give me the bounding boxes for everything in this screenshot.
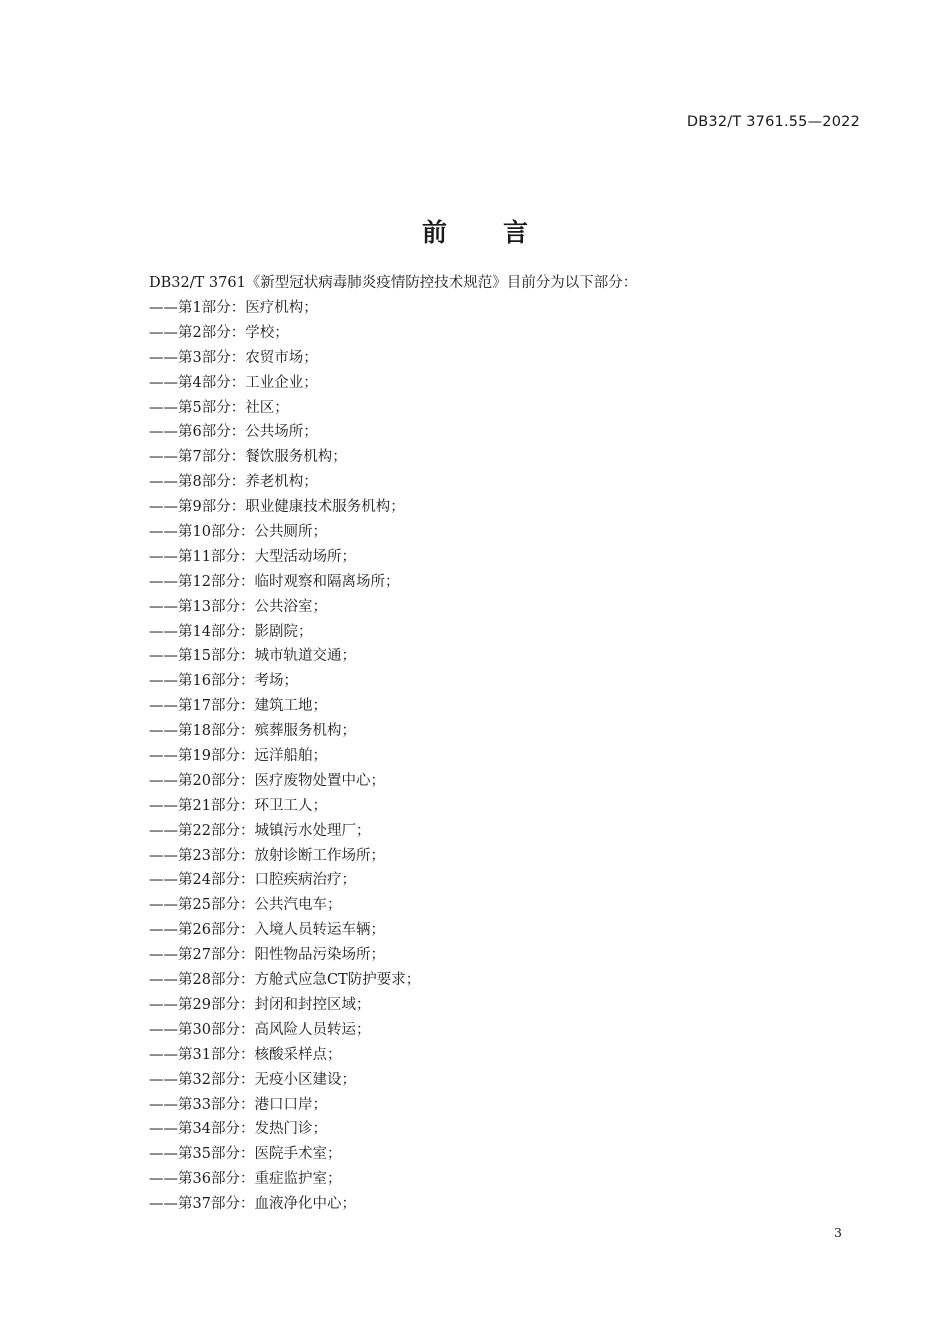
- list-item: ——第3部分：农贸市场；: [149, 349, 318, 366]
- list-item: ——第30部分：高风险人员转运；: [149, 1021, 371, 1038]
- list-item: ——第33部分：港口口岸；: [149, 1096, 327, 1113]
- preface-title: 前言: [421, 217, 584, 247]
- preface-intro: DB32/T 3761《新型冠状病毒肺炎疫情防控技术规范》目前分为以下部分：: [149, 275, 638, 291]
- list-item: ——第7部分：餐饮服务机构；: [149, 449, 347, 466]
- list-item: ——第24部分：口腔疾病治疗；: [149, 872, 356, 889]
- list-item: ——第34部分：发热门诊；: [149, 1121, 327, 1138]
- list-item: ——第23部分：放射诊断工作场所；: [149, 847, 385, 864]
- list-item: ——第15部分：城市轨道交通；: [149, 648, 356, 665]
- list-item: ——第12部分：临时观察和隔离场所；: [149, 573, 400, 590]
- list-item: ——第35部分：医院手术室；: [149, 1146, 342, 1163]
- list-item: ——第28部分：方舱式应急CT防护要求；: [149, 972, 421, 989]
- list-item: ——第22部分：城镇污水处理厂；: [149, 822, 371, 839]
- list-item: ——第19部分：远洋船舶；: [149, 748, 327, 765]
- list-item: ——第21部分：环卫工人；: [149, 797, 327, 814]
- list-item: ——第8部分：养老机构；: [149, 474, 318, 491]
- list-item: ——第2部分：学校；: [149, 324, 289, 341]
- list-item: ——第25部分：公共汽电车；: [149, 897, 342, 914]
- list-item: ——第4部分：工业企业；: [149, 374, 318, 391]
- list-item: ——第20部分：医疗废物处置中心；: [149, 772, 385, 789]
- parts-list: [149, 296, 420, 1217]
- list-item: ——第1部分：医疗机构；: [149, 300, 318, 316]
- list-item: ——第29部分：封闭和封控区域；: [149, 996, 371, 1013]
- list-item: ——第31部分：核酸采样点；: [149, 1046, 342, 1063]
- list-item: ——第11部分：大型活动场所；: [149, 548, 356, 565]
- list-item: ——第9部分：职业健康技术服务机构；: [149, 499, 405, 516]
- list-item: ——第13部分：公共浴室；: [149, 598, 327, 615]
- list-item: ——第32部分：无疫小区建设；: [149, 1071, 356, 1088]
- list-item: ——第6部分：公共场所；: [149, 424, 318, 441]
- document-code: DB32/T 3761.55—2022: [686, 114, 860, 130]
- list-item: ——第26部分：入境人员转运车辆；: [149, 922, 385, 939]
- page-number: 3: [834, 1225, 842, 1240]
- list-item: ——第16部分：考场；: [149, 673, 298, 690]
- list-item: ——第37部分：血液净化中心；: [149, 1196, 356, 1213]
- list-item: ——第17部分：建筑工地；: [149, 698, 327, 715]
- list-item: ——第27部分：阳性物品污染场所；: [149, 947, 385, 964]
- list-item: ——第14部分：影剧院；: [149, 623, 313, 640]
- list-item: ——第36部分：重症监护室；: [149, 1171, 342, 1188]
- list-item: ——第18部分：殡葬服务机构；: [149, 723, 356, 740]
- list-item: ——第10部分：公共厕所；: [149, 524, 327, 541]
- list-item: ——第5部分：社区；: [149, 399, 289, 416]
